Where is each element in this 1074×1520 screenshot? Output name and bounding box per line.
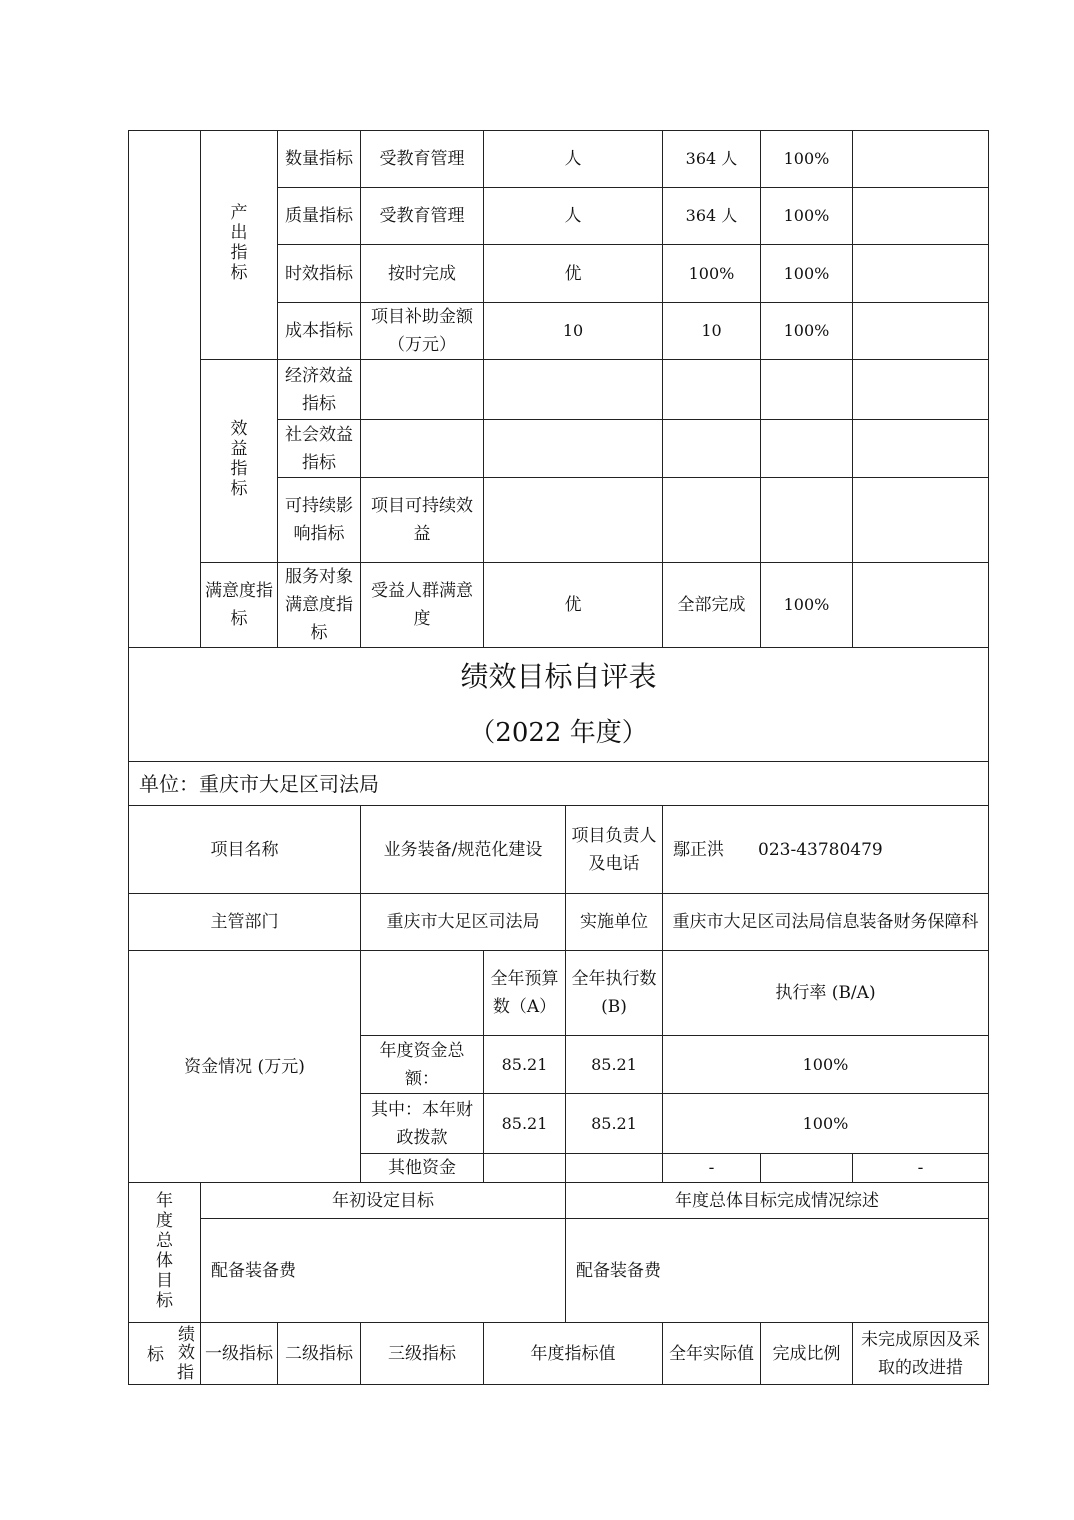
project-name: 业务装备/规范化建设 xyxy=(361,806,566,894)
target-cell xyxy=(484,478,663,563)
target-cell: 10 xyxy=(484,303,663,360)
reason-cell xyxy=(853,188,989,245)
l3-cell: 按时完成 xyxy=(361,245,484,303)
l3-cell: 受教育管理 xyxy=(361,188,484,245)
target-cell: 人 xyxy=(484,188,663,245)
actual-cell xyxy=(663,478,761,563)
reason-cell xyxy=(853,245,989,303)
goal-set-value: 配备装备费 xyxy=(201,1219,566,1323)
actual-cell: 364 人 xyxy=(663,188,761,245)
l3-cell: 受教育管理 xyxy=(361,131,484,188)
l3-cell xyxy=(361,420,484,478)
reason-cell xyxy=(853,420,989,478)
l3-cell: 项目补助金额（万元） xyxy=(361,303,484,360)
hdr-l2: 二级指标 xyxy=(278,1323,361,1385)
funds-rate: 100% xyxy=(663,1036,989,1094)
form-title: 绩效目标自评表 xyxy=(460,659,657,693)
reason-cell xyxy=(853,131,989,188)
actual-cell: 10 xyxy=(663,303,761,360)
owner-value: 鄢正洪 023-43780479 xyxy=(663,806,989,894)
funds-budget: 85.21 xyxy=(484,1094,566,1154)
target-cell: 优 xyxy=(484,245,663,303)
actual-cell xyxy=(663,360,761,420)
performance-table xyxy=(128,130,989,1385)
funds-label: 资金情况 (万元) xyxy=(129,951,361,1183)
target-cell: 人 xyxy=(484,131,663,188)
hdr-actual: 全年实际值 xyxy=(663,1323,761,1385)
unit-line: 单位：重庆市大足区司法局 xyxy=(129,762,989,806)
hdr-reason: 未完成原因及采取的改进措 xyxy=(853,1323,989,1385)
other-funds-label: 其他资金 xyxy=(361,1154,484,1183)
reason-cell xyxy=(853,303,989,360)
l2-cell: 社会效益指标 xyxy=(278,420,361,478)
ratio-cell: 100% xyxy=(761,131,853,188)
actual-cell: 100% xyxy=(663,245,761,303)
continuation-left-cell xyxy=(129,131,201,648)
perf-side-label: 绩效 标 指 xyxy=(129,1323,201,1385)
target-cell xyxy=(484,420,663,478)
actual-cell: 364 人 xyxy=(663,131,761,188)
dept-label: 主管部门 xyxy=(129,894,361,951)
hdr-target: 年度指标值 xyxy=(484,1323,663,1385)
hdr-l1: 一级指标 xyxy=(201,1323,278,1385)
other-funds-exec xyxy=(566,1154,663,1183)
funds-row-label: 其中：本年财政拨款 xyxy=(361,1094,484,1154)
funds-exec: 85.21 xyxy=(566,1036,663,1094)
l2-cell: 成本指标 xyxy=(278,303,361,360)
owner-label: 项目负责人及电话 xyxy=(566,806,663,894)
budget-header: 全年预算数（A） xyxy=(484,951,566,1036)
reason-cell xyxy=(853,563,989,648)
reason-cell xyxy=(853,478,989,563)
goal-done-header: 年度总体目标完成情况综述 xyxy=(566,1183,989,1219)
goal-done-value: 配备装备费 xyxy=(566,1219,989,1323)
exec-header: 全年执行数 (B) xyxy=(566,951,663,1036)
ratio-cell xyxy=(761,420,853,478)
l2-cell: 时效指标 xyxy=(278,245,361,303)
annual-goal-side: 年度总体目标 xyxy=(129,1183,201,1323)
target-cell xyxy=(484,360,663,420)
other-funds-dash: - xyxy=(663,1154,761,1183)
actual-cell xyxy=(663,420,761,478)
impl-value: 重庆市大足区司法局信息装备财务保障科 xyxy=(663,894,989,951)
impl-label: 实施单位 xyxy=(566,894,663,951)
project-name-label: 项目名称 xyxy=(129,806,361,894)
funds-exec: 85.21 xyxy=(566,1094,663,1154)
form-title-block xyxy=(129,648,989,762)
ratio-cell: 100% xyxy=(761,188,853,245)
hdr-ratio: 完成比例 xyxy=(761,1323,853,1385)
ratio-cell: 100% xyxy=(761,303,853,360)
l2-cell: 可持续影响指标 xyxy=(278,478,361,563)
actual-cell: 全部完成 xyxy=(663,563,761,648)
l2-cell: 质量指标 xyxy=(278,188,361,245)
other-funds-budget xyxy=(484,1154,566,1183)
rate-header: 执行率 (B/A) xyxy=(663,951,989,1036)
other-funds-empty xyxy=(761,1154,853,1183)
funds-budget: 85.21 xyxy=(484,1036,566,1094)
target-cell: 优 xyxy=(484,563,663,648)
output-indicator-group: 产出指标 xyxy=(201,131,278,360)
l2-cell: 服务对象满意度指标 xyxy=(278,563,361,648)
funds-empty-header xyxy=(361,951,484,1036)
ratio-cell xyxy=(761,360,853,420)
hdr-l3: 三级指标 xyxy=(361,1323,484,1385)
ratio-cell: 100% xyxy=(761,563,853,648)
benefit-indicator-group: 效益指标 xyxy=(201,360,278,563)
l3-cell: 受益人群满意度 xyxy=(361,563,484,648)
other-funds-dash: - xyxy=(853,1154,989,1183)
l2-cell: 数量指标 xyxy=(278,131,361,188)
l3-cell: 项目可持续效益 xyxy=(361,478,484,563)
funds-rate: 100% xyxy=(663,1094,989,1154)
ratio-cell: 100% xyxy=(761,245,853,303)
form-year: （2022 年度） xyxy=(469,717,648,748)
satisfaction-indicator-group: 满意度指标 xyxy=(201,563,278,648)
reason-cell xyxy=(853,360,989,420)
goal-set-header: 年初设定目标 xyxy=(201,1183,566,1219)
ratio-cell xyxy=(761,478,853,563)
l3-cell xyxy=(361,360,484,420)
l2-cell: 经济效益指标 xyxy=(278,360,361,420)
funds-row-label: 年度资金总额： xyxy=(361,1036,484,1094)
dept-value: 重庆市大足区司法局 xyxy=(361,894,566,951)
